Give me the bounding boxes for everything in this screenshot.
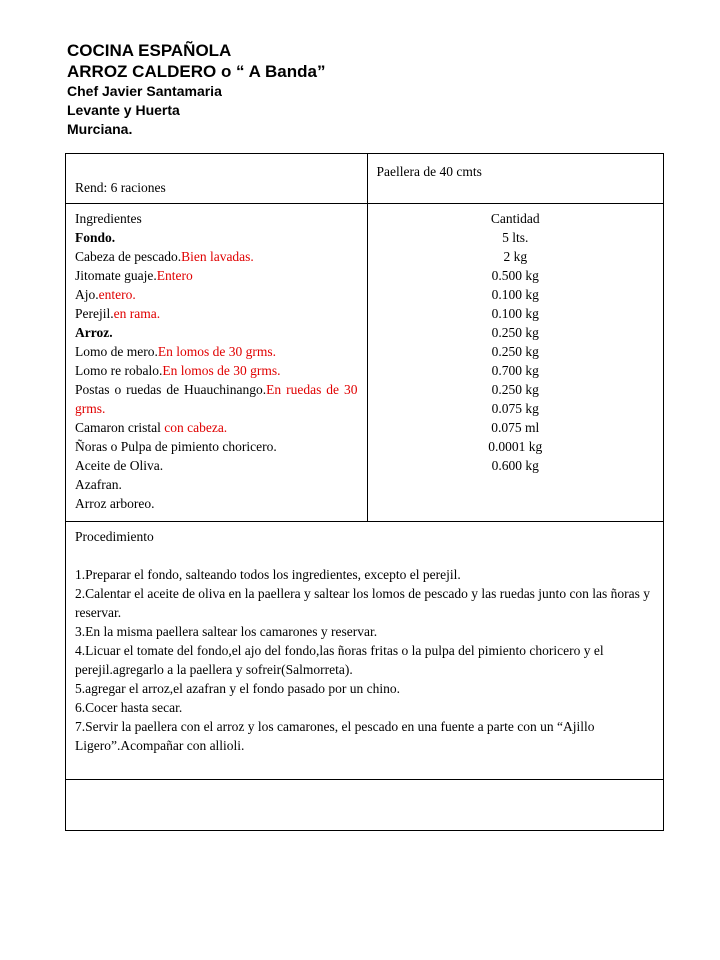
quantity-item: 0.250 kg	[491, 325, 539, 340]
ingredient-note: En lomos de 30 grms.	[157, 344, 276, 359]
cuisine-title: COCINA ESPAÑOLA	[67, 41, 232, 60]
ingredient-name: Aceite de Oliva.	[75, 458, 164, 473]
quantity-item: 5 lts.	[502, 230, 529, 245]
ingredient-name: Postas o ruedas de Huauchinango.	[75, 382, 267, 397]
ingredient-item	[75, 247, 358, 266]
ingredient-name: Arroz.	[75, 325, 113, 340]
ingredients-heading: Ingredientes	[75, 211, 142, 226]
recipe-title: ARROZ CALDERO o “ A Banda”	[67, 62, 326, 81]
yield-text: Rend: 6 raciones	[75, 180, 166, 195]
procedure-step: 2.Calentar el aceite de oliva en la paellera y saltear los lomos de pescado y las ruedas junto con las ñoras y reservar.	[75, 586, 651, 620]
ingredient-name: Jitomate guaje.	[75, 268, 157, 283]
quantity-item: 0.0001 kg	[488, 439, 543, 454]
recipe-table	[65, 153, 664, 831]
ingredient-item	[75, 228, 358, 247]
procedure-step: 5.agregar el arroz,el azafran y el fondo pasado por un chino.	[75, 681, 400, 696]
empty-cell	[66, 780, 664, 831]
quantity-item: 0.100 kg	[491, 287, 539, 302]
quantities-list	[368, 228, 664, 475]
quantities-cell	[367, 204, 664, 522]
ingredient-note: Entero	[156, 268, 193, 283]
procedure-step: 1.Preparar el fondo, salteando todos los ingredientes, excepto el perejil.	[75, 567, 461, 582]
quantity-item: 0.600 kg	[491, 458, 539, 473]
region-line: Levante y Huerta	[67, 102, 180, 118]
ingredient-item	[75, 456, 358, 475]
procedure-step: 6.Cocer hasta secar.	[75, 700, 183, 715]
pan-size-text: Paellera de 40 cmts	[376, 164, 482, 179]
ingredient-name: Cabeza de pescado.	[75, 249, 182, 264]
quantity-item: 0.075 kg	[491, 401, 539, 416]
quantity-item: 0.075 ml	[491, 420, 540, 435]
quantity-item: 0.100 kg	[491, 306, 539, 321]
ingredient-name: Perejil.	[75, 306, 114, 321]
ingredients-cell	[66, 204, 368, 522]
ingredient-name: Fondo.	[75, 230, 116, 245]
procedure-steps	[75, 565, 653, 755]
ingredient-item	[75, 418, 358, 437]
pan-size-cell	[367, 154, 664, 204]
ingredient-name: Lomo de mero.	[75, 344, 158, 359]
ingredient-item	[75, 361, 358, 380]
chef-name: Chef Javier Santamaria	[67, 83, 222, 99]
quantity-item: 0.250 kg	[491, 344, 539, 359]
ingredient-note: En lomos de 30 grms.	[162, 363, 281, 378]
ingredient-name: Lomo re robalo.	[75, 363, 163, 378]
ingredient-name: Azafran.	[75, 477, 122, 492]
ingredient-item	[75, 475, 358, 494]
ingredient-name: Ñoras o Pulpa de pimiento choricero.	[75, 439, 277, 454]
procedure-step: 7.Servir la paellera con el arroz y los camarones, el pescado en una fuente a parte con un “Ajillo Ligero”.Acompañar con allioli.	[75, 719, 595, 753]
ingredient-item	[75, 266, 358, 285]
recipe-header	[67, 40, 325, 139]
ingredient-note: Bien lavadas.	[181, 249, 254, 264]
region-line-2: Murciana.	[67, 121, 133, 137]
ingredient-note: con cabeza.	[164, 420, 228, 435]
ingredient-item	[75, 437, 358, 456]
ingredient-item	[75, 323, 358, 342]
ingredient-name: Ajo.	[75, 287, 99, 302]
ingredient-name: Camaron cristal	[75, 420, 165, 435]
quantity-item: 0.250 kg	[491, 382, 539, 397]
ingredient-name: Arroz arboreo.	[75, 496, 155, 511]
ingredient-item	[75, 304, 358, 323]
ingredient-note: entero.	[98, 287, 136, 302]
yield-cell	[66, 154, 368, 204]
ingredient-item	[75, 285, 358, 304]
quantity-item: 0.500 kg	[491, 268, 539, 283]
quantity-heading: Cantidad	[490, 211, 540, 226]
procedure-step: 4.Licuar el tomate del fondo,el ajo del fondo,las ñoras fritas o la pulpa del pimiento choricero y el perejil.agregarlo a la paellera y sofreir(Salmorreta).	[75, 643, 604, 677]
ingredient-item	[75, 380, 358, 418]
ingredient-note: En ruedas de 30 grms.	[75, 382, 358, 416]
procedure-heading: Procedimiento	[75, 529, 154, 544]
ingredient-item	[75, 342, 358, 361]
ingredients-list	[75, 228, 358, 513]
quantity-item: 2 kg	[503, 249, 528, 264]
procedure-cell	[66, 522, 664, 780]
ingredient-item	[75, 494, 358, 513]
procedure-step: 3.En la misma paellera saltear los camarones y reservar.	[75, 624, 378, 639]
quantity-item: 0.700 kg	[491, 363, 539, 378]
ingredient-note: en rama.	[113, 306, 161, 321]
